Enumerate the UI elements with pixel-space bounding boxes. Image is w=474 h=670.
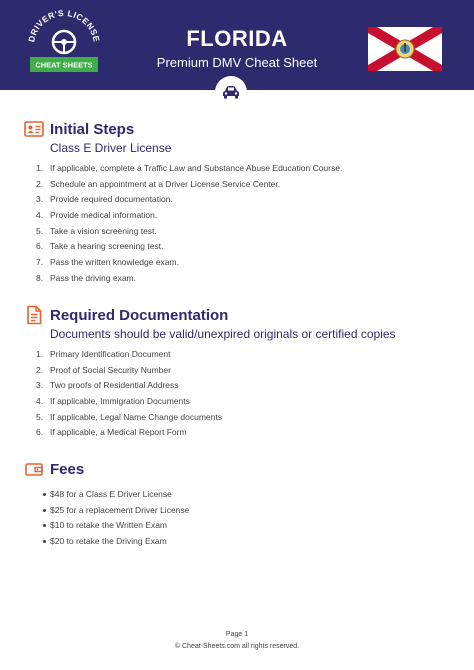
list-item [24,394,454,410]
list-item [24,487,454,503]
bullet [43,493,46,496]
item-text: If applicable, Immigration Documents [50,396,190,407]
list-item [24,239,454,255]
list-item [24,503,454,519]
item-number: 5. [36,411,44,422]
car-icon [222,85,240,99]
item-number: 6. [36,241,44,252]
drivers-license-logo [24,6,104,86]
list-item [24,192,454,208]
list-item [24,363,454,379]
item-text: $20 to retake the Driving Exam [50,536,167,547]
item-number: 2. [36,178,44,189]
item-text: If applicable, Legal Name Change documents [50,411,222,422]
item-number: 1. [36,163,44,173]
list-item [24,255,454,271]
list-item [24,518,454,534]
fees-list [24,487,454,550]
item-text: Provide medical information. [50,210,158,221]
item-text: Take a hearing screening test. [50,241,164,252]
section-subtitle: Class E Driver License [50,141,172,155]
id-card-icon [24,119,44,139]
document-icon [24,305,44,325]
item-number: 4. [36,210,44,221]
item-number: 5. [36,225,44,236]
item-text: Take a vision screening test. [50,225,157,236]
page-number: Page 1 [225,631,249,638]
item-number: 4. [36,396,44,407]
item-text: Provide required documentation. [50,194,173,205]
list-item [24,177,454,193]
item-text: Proof of Social Security Number [50,364,171,375]
item-number: 2. [36,364,44,375]
list-item [24,208,454,224]
list-item [24,534,454,550]
list-item [24,161,454,177]
item-text: Pass the driving exam. [50,272,136,283]
item-text: If applicable, a Medical Report Form [50,427,187,438]
item-number: 3. [36,380,44,391]
item-text: If applicable, complete a Traffic Law and Substance Abuse Education Course. [50,163,343,173]
wallet-icon [24,459,44,479]
item-number: 8. [36,272,44,283]
car-badge [215,76,247,108]
list-item [24,425,454,441]
page-subtitle: Premium DMV Cheat Sheet [156,55,318,70]
copyright-text: © Cheat-Sheets.com all rights reserved. [174,643,300,650]
logo-top-text: DRIVER'S LICENSE [26,7,102,43]
item-text: $48 for a Class E Driver License [50,489,172,499]
section-title: Initial Steps [50,120,135,138]
item-number: 3. [36,194,44,205]
section-initial-steps [24,119,454,287]
list-item [24,378,454,394]
bullet [43,524,46,527]
section-fees [24,459,454,550]
section-title: Required Documentation [50,306,229,324]
svg-text:DRIVER'S LICENSE [26,8,102,43]
list-item [24,224,454,240]
list-item [24,347,454,363]
list-item [24,410,454,426]
bullet [43,540,46,543]
item-text: Primary Identification Document [50,349,171,359]
item-text: Two proofs of Residential Address [50,380,179,391]
item-number: 6. [36,427,44,438]
item-text: $10 to retake the Written Exam [50,520,168,531]
item-number: 7. [36,257,44,268]
item-text: Schedule an appointment at a Driver License Service Center. [50,178,281,189]
section-subtitle: Documents should be valid/unexpired originals or certified copies [50,327,396,341]
logo-badge-text: CHEAT SHEETS [35,60,93,70]
page-title: FLORIDA [186,26,288,51]
steps-list [24,161,454,287]
documents-list [24,347,454,441]
section-required-documentation [24,305,454,441]
bullet [43,509,46,512]
item-text: $25 for a replacement Driver License [50,504,190,515]
list-item [24,271,454,287]
item-number: 1. [36,349,44,359]
item-text: Pass the written knowledge exam. [50,257,179,268]
florida-flag [368,27,442,71]
section-title: Fees [50,460,85,478]
